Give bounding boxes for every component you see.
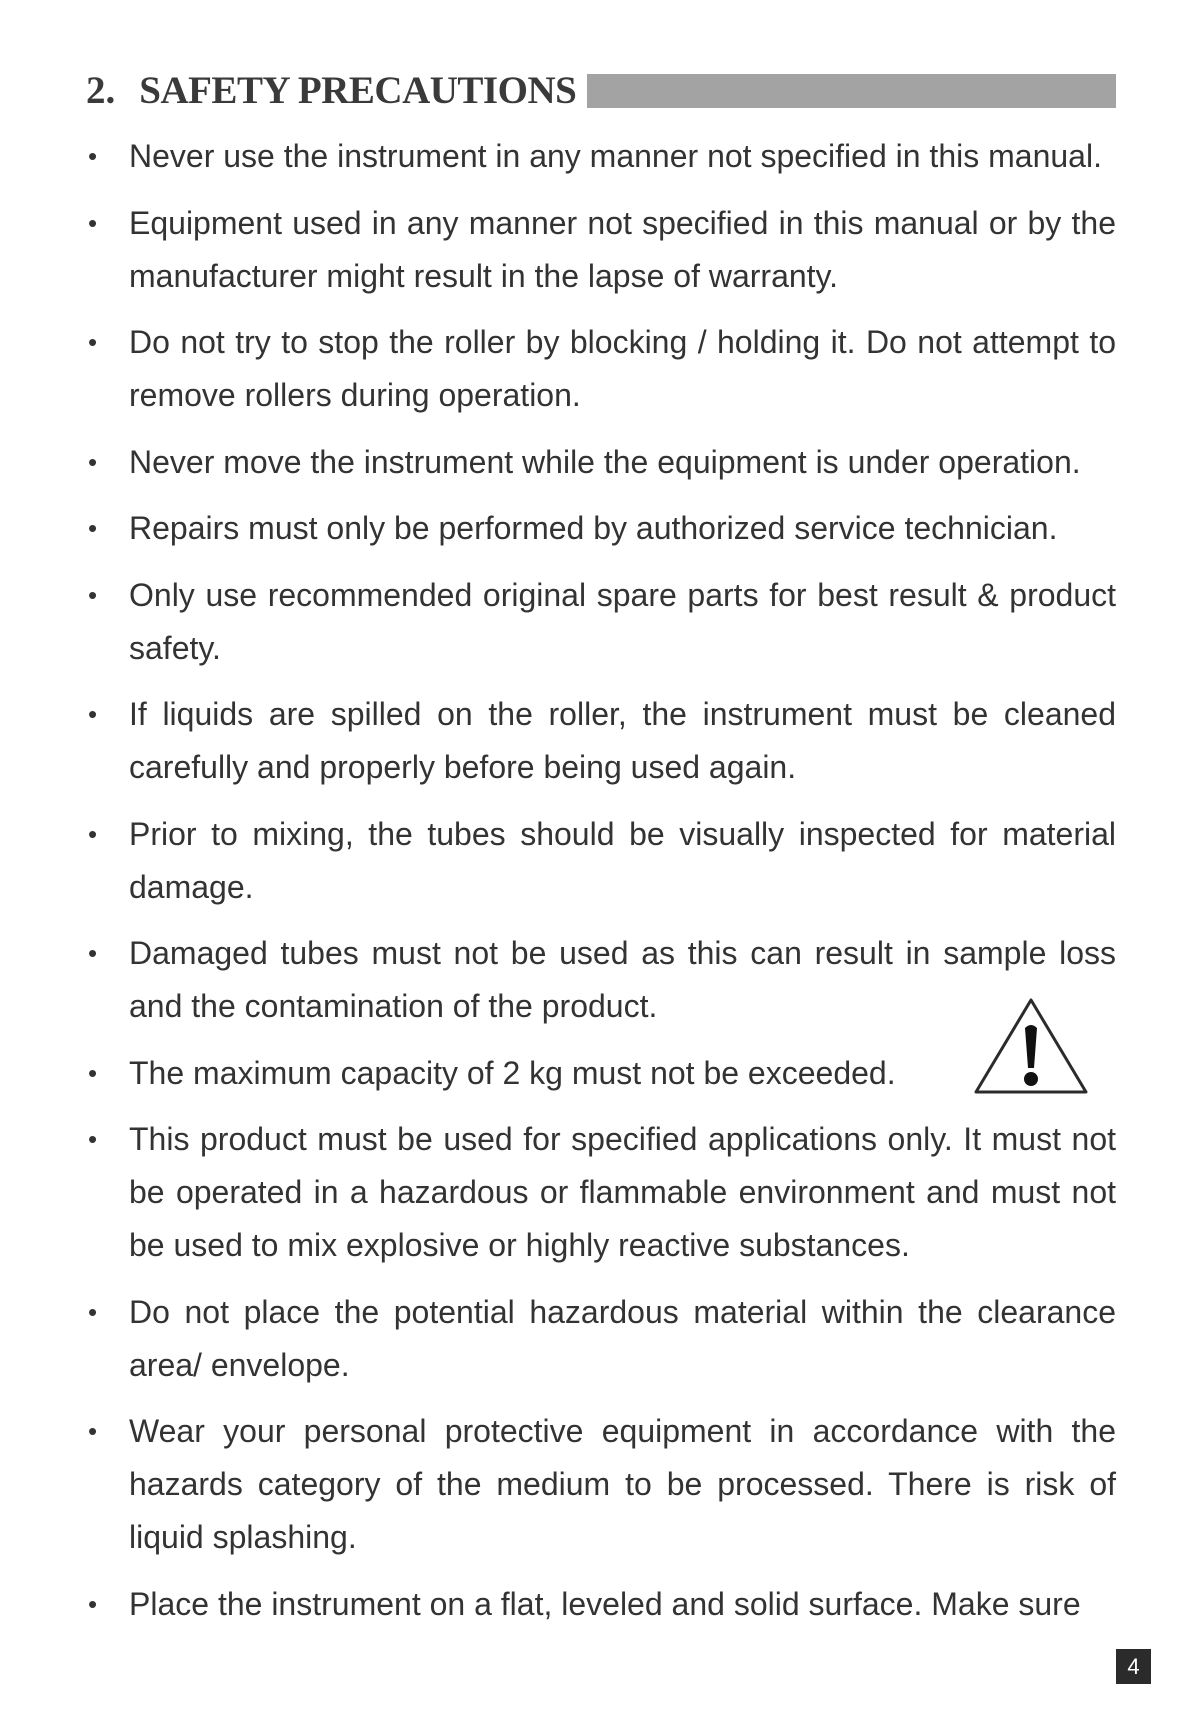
- list-item: [86, 1286, 1116, 1392]
- warning-triangle-icon: [972, 996, 1090, 1096]
- list-item-text: Do not try to stop the roller by blocking / holding it. Do not attempt to remove rollers during operation.: [129, 324, 1116, 413]
- list-item-text: Equipment used in any manner not specified in this manual or by the manufacturer might result in the lapse of warranty.: [129, 204, 1116, 294]
- list-item: [86, 436, 1116, 489]
- bullet-icon: •: [88, 1057, 98, 1088]
- bullet-icon: •: [88, 1416, 98, 1446]
- bullet-icon: •: [88, 1124, 98, 1154]
- list-item-text: Prior to mixing, the tubes should be visually inspected for material damage.: [129, 815, 1116, 905]
- section-number: 2.: [86, 68, 116, 112]
- bullet-icon: •: [88, 1588, 98, 1619]
- list-item-text: Never use the instrument in any manner not specified in this manual.: [129, 138, 1102, 174]
- list-item-text: Wear your personal protective equipment in accordance with the hazards category of the medium to be processed. There is risk of liquid splashing.: [129, 1413, 1116, 1555]
- list-item: [86, 1405, 1116, 1564]
- list-item: [86, 197, 1116, 303]
- list-item-text: This product must be used for specified applications only. It must not be operated in a hazardous or flammable environment and must not be used to mix explosive or highly reactive substances.: [129, 1121, 1116, 1263]
- list-item-text: Only use recommended original spare parts for best result & product safety.: [129, 576, 1116, 666]
- bullet-icon: •: [88, 1296, 98, 1327]
- safety-precautions-list: [86, 130, 1116, 1644]
- list-item-text: Place the instrument on a flat, leveled and solid surface. Make sure: [129, 1585, 1081, 1622]
- list-item: [86, 1578, 1116, 1631]
- bullet-icon: •: [88, 141, 98, 171]
- list-item-text: The maximum capacity of 2 kg must not be exceeded.: [129, 1054, 896, 1091]
- list-item-text: If liquids are spilled on the roller, the instrument must be cleaned carefully and properly before being used again.: [129, 696, 1116, 785]
- list-item: [86, 316, 1116, 422]
- bullet-icon: •: [88, 938, 98, 968]
- list-item: [86, 130, 1116, 183]
- list-item: [86, 1113, 1116, 1272]
- list-item-text: Damaged tubes must not be used as this can result in sample loss and the contamination of the product.: [129, 935, 1116, 1024]
- bullet-icon: •: [88, 446, 98, 477]
- bullet-icon: •: [88, 513, 98, 543]
- section-title: SAFETY PRECAUTIONS: [139, 68, 577, 112]
- bullet-icon: •: [88, 699, 98, 729]
- bullet-icon: •: [88, 818, 98, 849]
- list-item: [86, 1047, 1116, 1100]
- page-number: 4: [1116, 1649, 1151, 1684]
- list-item: [86, 927, 1116, 1033]
- bullet-icon: •: [88, 207, 98, 238]
- list-item-text: Never move the instrument while the equipment is under operation.: [129, 443, 1081, 480]
- heading-divider-bar: [587, 74, 1116, 108]
- bullet-icon: •: [88, 579, 98, 610]
- list-item-text: Do not place the potential hazardous material within the clearance area/ envelope.: [129, 1293, 1116, 1383]
- list-item: [86, 502, 1116, 555]
- list-item: [86, 808, 1116, 914]
- list-item: [86, 569, 1116, 675]
- bullet-icon: •: [88, 327, 98, 357]
- list-item-text: Repairs must only be performed by authorized service technician.: [129, 510, 1058, 546]
- list-item: [86, 688, 1116, 794]
